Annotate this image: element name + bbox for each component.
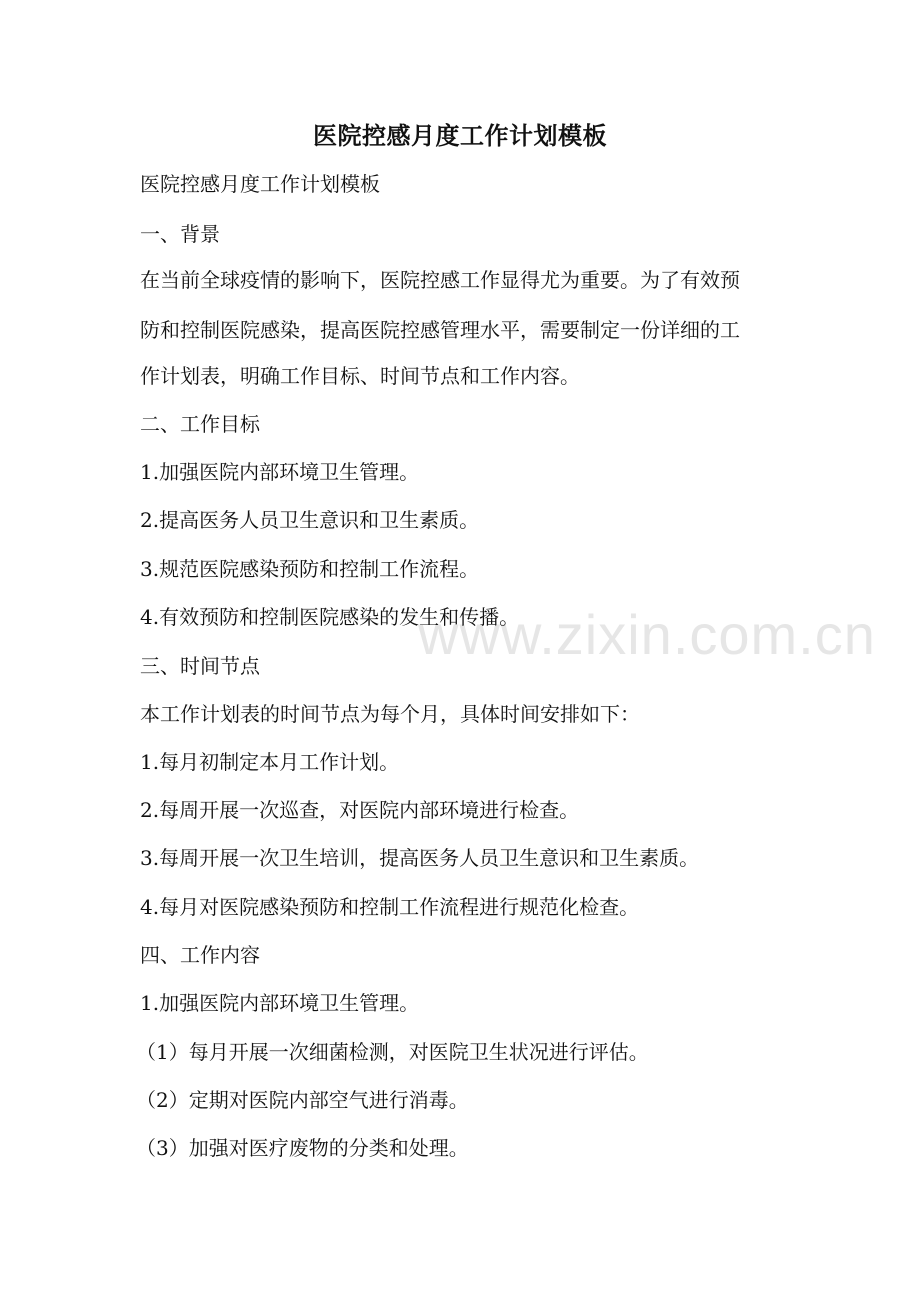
section-heading-timeline: 三、时间节点 xyxy=(140,654,260,678)
sub-list-item: （2）定期对医院内部空气进行消毒。 xyxy=(136,1088,469,1112)
list-item: 4.每月对医院感染预防和控制工作流程进行规范化检查。 xyxy=(140,895,640,919)
sub-list-item: （1）每月开展一次细菌检测，对医院卫生状况进行评估。 xyxy=(136,1040,649,1064)
list-item: 1.加强医院内部环境卫生管理。 xyxy=(140,460,420,484)
section-heading-content: 四、工作内容 xyxy=(140,943,260,967)
sub-list-item: （3）加强对医疗废物的分类和处理。 xyxy=(136,1136,469,1160)
list-item: 1.每月初制定本月工作计划。 xyxy=(140,750,400,774)
section-heading-background: 一、背景 xyxy=(140,222,220,246)
watermark: www.zixin.com.cn xyxy=(418,603,876,666)
paragraph-line: 作计划表，明确工作目标、时间节点和工作内容。 xyxy=(140,364,580,388)
list-item: 2.提高医务人员卫生意识和卫生素质。 xyxy=(140,508,480,532)
list-item: 4.有效预防和控制医院感染的发生和传播。 xyxy=(140,605,520,629)
list-item: 2.每周开展一次巡查，对医院内部环境进行检查。 xyxy=(140,798,580,822)
doc-subtitle: 医院控感月度工作计划模板 xyxy=(140,172,380,196)
paragraph-line: 在当前全球疫情的影响下，医院控感工作显得尤为重要。为了有效预 xyxy=(140,268,740,292)
list-item: 3.每周开展一次卫生培训，提高医务人员卫生意识和卫生素质。 xyxy=(140,846,700,870)
paragraph-line: 本工作计划表的时间节点为每个月，具体时间安排如下： xyxy=(140,702,640,726)
document-title: 医院控感月度工作计划模板 xyxy=(313,121,607,150)
section-heading-goals: 二、工作目标 xyxy=(140,412,260,436)
paragraph-line: 防和控制医院感染，提高医院控感管理水平，需要制定一份详细的工 xyxy=(140,318,740,342)
list-item: 3.规范医院感染预防和控制工作流程。 xyxy=(140,557,480,581)
list-item: 1.加强医院内部环境卫生管理。 xyxy=(140,991,420,1015)
